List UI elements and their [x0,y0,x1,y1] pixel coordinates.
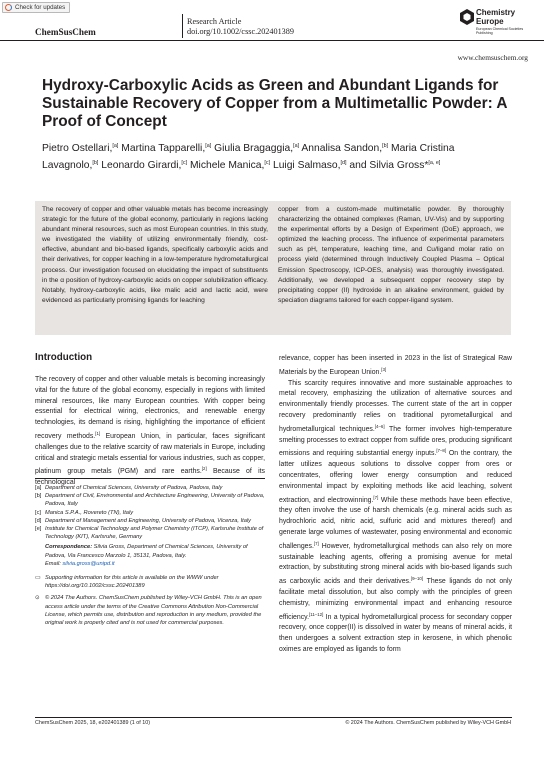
check-updates-icon [5,4,12,11]
author: Luigi Salmaso, [272,160,341,172]
check-updates-label: Check for updates [15,4,66,11]
intro-paragraph: The recovery of copper and other valuable metals is becoming increasingly vital for the future of the global economy, especially in regions with limited mineral resources, like many European countries. With copper being essential for electrical wiring, electronics, and renewable energy technologies, its demand is rising, highlighting the importance of efficient recovery methods.[1] European Union, in particular, faces significant challenges due to the relative scarcity of raw materials in Europe, including critical and strategic metals essential for various industries, such as copper, platinum group metals (PGM) and rare earths.[2] Because of its technological [35,376,266,487]
logo-line-1: Chemistry [476,8,516,17]
affiliation-item: [b] Department of Civil, Environmental and Architecture Engineering, University of Padova, Padova, Italy [35,493,265,508]
citation[interactable]: [7] [313,540,319,546]
affiliation-item: [a] Department of Chemical Sciences, University of Padova, Padova, Italy [35,485,223,491]
intro-left-column [35,375,265,489]
author: Giulia Bragaggia, [214,143,294,154]
intro-paragraph: relevance, copper has been inserted in 2023 in the list of Strategical Raw Materials by the European Union.[3] [279,355,512,376]
affiliation-item: [c] Manica S.P.A., Rovereto (TN), Italy [35,509,134,516]
author-affiliation: [a, e] [428,160,441,167]
footer-copyright: © 2024 The Authors. ChemSusChem published by Wiley-VCH GmbH [345,720,511,726]
citation[interactable]: [11–12] [309,611,324,617]
author-affiliation: [b] [92,160,99,167]
author-affiliation: [c] [264,160,271,167]
abstract-box [35,201,511,335]
author: Maria Cristina Lavagnolo, [42,143,455,172]
logo-line-3: European Chemical Societies Publishing [476,27,524,36]
section-heading-introduction: Introduction [35,352,93,363]
author-list: Pietro Ostellari,[a] Martina Tapparelli,[a] Giulia Bragaggia,[a] Annalisa Sandon,[b] Maria Cristina Lavagnolo,[b] Leonardo Girardi,[c] Michele Manica,[c] Luigi Salmaso,[d] and Silvia Gross*[a, e] [42,143,455,172]
journal-website-link[interactable]: www.chemsuschem.org [457,53,528,62]
citation[interactable]: [4–6] [374,423,385,429]
abstract-right-column: copper from a custom-made multimetallic powder. By thoroughly characterizing the obtained complexes (Raman, UV-Vis) and by supporting the experimental efforts by a Design of Experiment (DoE) approach, we optimized the leaching process. The influence of experimental parameters such as pH, temperature, leaching time, and Cu/ligand molar ratio on process yield (determined through Inductively Coupled Plasma – Optical Emission Spectroscopy, ICP-OES, analysis) was thoroughly investigated. Additionally, we developed a subsequent copper recovery step by precipitating copper (II) hydroxide in an alkaline environment, guided by speciation diagrams tailored for each copper-ligand system. [278,206,504,304]
citation[interactable]: [2] [201,466,207,472]
author-affiliation: [a] [112,143,119,149]
footer-rule [35,717,512,718]
check-for-updates-button[interactable] [2,2,70,13]
citation[interactable]: [7–8] [436,448,447,454]
citation[interactable]: [1] [95,430,101,436]
affiliation-divider [35,478,265,479]
author-affiliation: [d] [340,160,347,167]
logo-line-2: Europe [476,17,504,26]
author: Pietro Ostellari, [42,143,113,154]
affiliation-item: [e] Institute for Chemical Technology and Polymer Chemistry (ITCP), Karlsruhe Institute of Technology (KIT), Karlsruhe, Germany [35,526,264,541]
header-rule [0,40,544,41]
citation[interactable]: [9–10] [410,576,424,582]
chemistry-europe-logo [460,8,532,42]
journal-name: ChemSusChem [35,27,96,37]
footer-citation: ChemSusChem 2025, 18, e202401389 (1 of 10) [35,720,151,726]
author: Michele Manica, [189,160,265,172]
header-divider [182,14,183,38]
affiliation-item: [d] Department of Management and Engineering, University of Padova, Vicenza, Italy [35,517,252,524]
hexagon-logo-icon [460,9,474,25]
author-affiliation: [c] [181,160,188,167]
author-affiliation: [a] [293,143,300,149]
author: Silvia Gross* [369,160,429,172]
intro-right-column [279,354,512,656]
correspondence-email: Email: silvia.gross@unipd.it [45,560,115,567]
license-note: ⊙ © 2024 The Authors. ChemSusChem published by Wiley-VCH GmbH. This is an open access article under the terms of the Creative Commons Attribution Non-Commercial License, which permits use, distribution and reproduction in any medium, provided the original work is properly cited and is not used for commercial purposes. [35,595,262,627]
email-link[interactable]: silvia.gross@unipd.it [62,560,115,567]
author-affiliation: [b] [382,143,389,149]
citation[interactable]: [3] [381,366,387,372]
abstract-left-column: The recovery of copper and other valuable metals has become increasingly strategic for the future of the global economy, particularly in regions lacking abundant mineral resources, such as most European countries. In this study, we investigated the viability of utilizing environmentally friendly, cost-effective, abundant and bio-based ligands, specifically carboxylic acids and their derivatives, for copper leaching in a low-temperature hydrometallurgical process. Our investigation focused on elucidating the impact of substituents in the α position of hydroxy-carboxylic acids on copper solubilization efficacy. Notably, hydroxy-carboxylic acids, like malic acid and lactic acid, were evidenced as particularly promising ligands for leaching [42,206,268,304]
affiliations-footnote [35,484,265,627]
correspondence-note: Correspondence: Silvia Gross, Department of Chemical Sciences, University of Padova, Via Francesco Marzolo 1, 35131, Padova, Italy. [45,544,248,559]
article-type: Research Article [187,17,242,26]
supporting-info-note [35,574,265,590]
author: Leonardo Girardi, [101,160,182,172]
article-doi-link[interactable]: doi.org/10.1002/cssc.202401389 [187,27,294,36]
open-access-icon: ⊙ [35,595,40,602]
author: Annalisa Sandon, [301,143,383,154]
citation[interactable]: [7] [373,494,379,500]
author: Martina Tapparelli, [121,143,206,154]
supporting-info-text[interactable]: Supporting information for this article is available on the WWW under https://doi.org/10.1002/cssc.202401389 [45,575,219,590]
supporting-info-icon: ▭ [35,575,41,582]
intro-paragraph: This scarcity requires innovative and more sustainable approaches to metal recovery, emphasizing the utilization of alternative sources and environmentally friendly processes. The current state of the art in copper recovery predominantly relies on traditional pyrometallurgical and hydrometallurgical techniques.[4–6] The former involves high-temperature smelting processes to extract copper from sulfide ores, producing significant emissions and requiring substantial energy inputs.[7–8] On the contrary, the latter utilizes aqueous solutions to dissolve copper from ores or concentrates, offering lower energy consumption and reduced environmental impact by exploiting methods like acid leaching, solvent extraction, and electrowinning.[7] While these methods have been effective, they often involve the use of harsh chemicals (e.g. mineral acids such as hydrochloric acid, nitric acid, sulfuric acid and mixtures thereof) and generate large volumes of wastewater, posing environmental and economic challenges.[7] However, hydrometallurgical methods can also rely on more sustainable leaching agents, offering a promising avenue for metal extraction, by substituting strong mineral acids with bio-based ligands such as carboxylic acids and their derivatives.[9–10] These ligands do not only facilitate metal dissolution, but also comply with the principles of green chemistry, minimizing environmental impact and enhancing resource efficiency.[11–12] In a typical hydrometallurgical process for secondary copper recovery, once copper(II) is dissolved in water by means of mineral acids, it then undergoes a solvent extraction step in kerosene, in which phenolic oximes are employed as ligands to form [279,379,513,653]
author-affiliation: [a] [205,143,212,149]
article-title: Hydroxy-Carboxylic Acids as Green and Abundant Ligands for Sustainable Recovery of Copper from a Multimetallic Powder: A Proof of Concept [42,77,507,131]
